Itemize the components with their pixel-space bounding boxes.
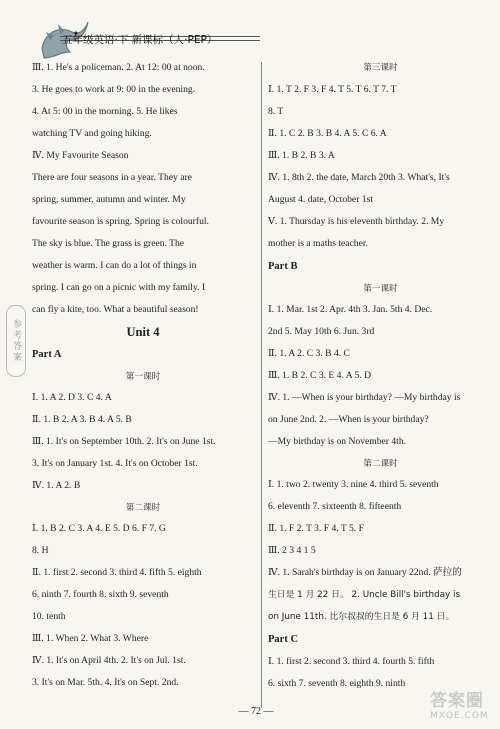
essay-line: weather is warm. I can do a lot of things in — [32, 260, 197, 271]
lesson-title: 第二课时 — [363, 459, 398, 469]
answer-line: Ⅲ. 1. B 2. B 3. A — [268, 150, 335, 161]
watermark-url: MXQE.COM — [430, 711, 489, 721]
answer-line: Ⅲ. 1. He's a policeman. 2. At 12: 00 at noon. — [32, 62, 205, 73]
answer-line: Ⅳ. 1. It's on April 4th. 2. It's on Jul. 1st. — [32, 655, 186, 666]
answer-line: 10. tenth — [32, 611, 66, 622]
column-divider — [261, 62, 262, 708]
answer-line: Ⅳ. 1. A 2. B — [32, 480, 81, 491]
answer-line: Ⅰ. 1. A 2. D 3. C 4. A — [32, 392, 112, 403]
answer-line: Ⅳ. 1. Sarah's birthday is on January 22nd. 萨拉的 — [268, 567, 462, 578]
sidebar-tab: 参考答案 — [6, 305, 26, 377]
answer-line: Ⅳ. 1. —When is your birthday? —My birthday is — [268, 392, 461, 403]
header-title: 五年级英语·下 新课标（人·PEP） — [62, 34, 218, 46]
answer-line: Ⅰ. 1. first 2. second 3. third 4. fourth 5. fifth — [268, 656, 435, 667]
essay-line: The sky is blue. The grass is green. The — [32, 238, 185, 249]
answer-line: Ⅱ. 1. C 2. B 3. B 4. A 5. C 6. A — [268, 128, 387, 139]
essay-line: spring, summer, autumn and winter. My — [32, 194, 186, 205]
lesson-title: 第一课时 — [363, 284, 398, 294]
lesson-title: 第二课时 — [125, 503, 161, 513]
answer-line: 3. It's on January 1st. 4. It's on October 1st. — [32, 458, 198, 469]
answer-line: 8. T — [268, 106, 284, 117]
answer-line: Ⅱ. 1. first 2. second 3. third 4. fifth 5. eighth — [32, 567, 202, 578]
answer-line: Ⅱ. 1. F 2. T 3. F 4. T 5. F — [268, 523, 364, 534]
essay-line: can fly a kite, too. What a beautiful season! — [32, 304, 199, 315]
answer-line: 3. It's on Mar. 5th. 4. It's on Sept. 2nd. — [32, 677, 179, 688]
answer-line: on June 11th. 比尔叔叔的生日是 6 月 11 日。 — [268, 612, 455, 622]
answer-line: Ⅳ. 1. 8th 2. the date, March 20th 3. What's, It's — [268, 172, 450, 183]
answer-line: Ⅲ. 1. B 2. C 3. E 4. A 5. D — [268, 370, 372, 381]
answer-line: 生日是 1 月 22 日。 2. Uncle Bill's birthday is — [268, 590, 461, 600]
answer-line: watching TV and going hiking. — [32, 128, 152, 139]
answer-line: Ⅲ. 2 3 4 1 5 — [268, 545, 316, 556]
answer-line: 6. eleventh 7. sixteenth 8. fifteenth — [268, 501, 402, 512]
lesson-title: 第三课时 — [363, 63, 398, 73]
answer-line: —My birthday is on November 4th. — [268, 436, 407, 447]
answer-line: Ⅰ. 1. B 2. C 3. A 4. E 5. D 6. F 7. G — [32, 523, 166, 534]
answer-line: Ⅰ. 1. Mar. 1st 2. Apr. 4th 3. Jan. 5th 4. Dec. — [268, 304, 433, 315]
answer-line: Ⅰ. 1. two 2. twenty 3. nine 4. third 5. seventh — [268, 479, 439, 490]
lesson-title: 第一课时 — [125, 372, 161, 382]
watermark-logo — [430, 686, 500, 726]
answer-line: mother is a maths teacher. — [268, 238, 368, 249]
part-title: Part C — [268, 634, 299, 645]
essay-line: favourite season is spring. Spring is colourful. — [32, 216, 209, 227]
answer-line: Ⅱ. 1. B 2. A 3. B 4. A 5. B — [32, 414, 132, 425]
answer-line: 6. ninth 7. fourth 8. sixth 9. seventh — [32, 589, 169, 600]
essay-title: Ⅳ. My Favourite Season — [32, 150, 129, 161]
answer-line: August 4. date, October 1st — [268, 194, 373, 205]
answer-line: Ⅴ. 1. Thursday is his eleventh birthday. 2. My — [268, 216, 445, 227]
page-number: — 72 — — [238, 706, 274, 717]
answer-line: Ⅲ. 1. When 2. What 3. Where — [32, 633, 149, 644]
watermark-text: 答案圈 — [430, 691, 484, 711]
answer-line: 2nd 5. May 10th 6. Jun. 3rd — [268, 326, 375, 337]
answer-line: on June 2nd. 2. —When is your birthday? — [268, 414, 429, 425]
answer-line: 6. sixth 7. seventh 8. eighth 9. ninth — [268, 678, 406, 689]
part-title: Part A — [32, 349, 62, 360]
answer-line: 8. H — [32, 545, 49, 556]
answer-line: Ⅱ. 1. A 2. C 3. B 4. C — [268, 348, 350, 359]
answer-line: Ⅲ. 1. It's on September 10th. 2. It's on June 1st. — [32, 436, 216, 447]
answer-line: Ⅰ. 1. T 2. F 3. F 4. T 5. T 6. T 7. T — [268, 84, 397, 95]
essay-line: There are four seasons in a year. They are — [32, 172, 192, 183]
unit-title: Unit 4 — [126, 325, 160, 339]
essay-line: spring. I can go on a picnic with my family. I — [32, 282, 206, 293]
answer-line: 3. He goes to work at 9: 00 in the evening. — [32, 84, 196, 95]
answer-line: 4. At 5: 00 in the morning. 5. He likes — [32, 106, 178, 117]
part-title: Part B — [268, 261, 298, 272]
